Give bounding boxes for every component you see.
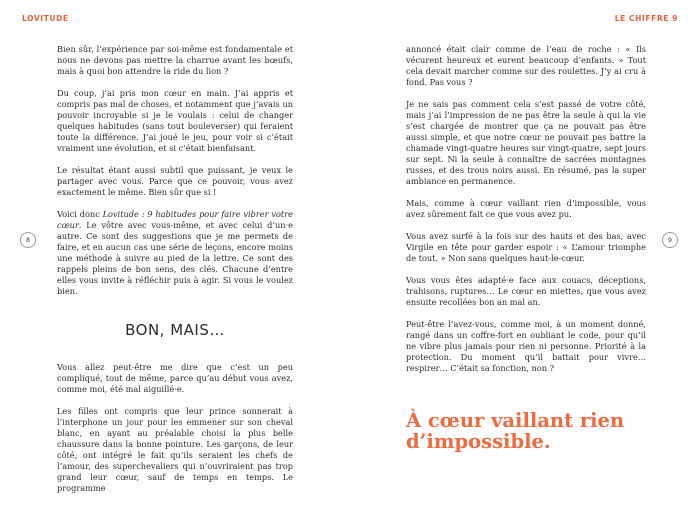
- paragraph-rest: . Le vôtre avec vous-même, et avec celui d’un·e autre. Ce sont des suggestions que je me permets de faire, et en aucun cas une série de leçons, encore moins une méthode à suivre au pied de la lettre. Ce sont des rappels pleins de bon sens, des clés. Chacune d’entre elles vous invite à réfléchir puis à agir. Si vous le voulez bien.: [57, 220, 293, 296]
- right-running-head: LE CHIFFRE 9: [614, 14, 678, 23]
- pull-quote: À cœur vaillant rien d’impossible.: [406, 409, 625, 453]
- paragraph-intro: Voici donc: [57, 209, 103, 219]
- right-page-text: [406, 44, 646, 452]
- paragraph: Les filles ont compris que leur prince sonnerait à l’interphone un jour pour les emmener sur son cheval blanc, en ayant au préalable choisi la plus belle chaussure dans la bonne pointure. Les garçons, de leur côté, ont intégré le fait qu’ils seraient les chefs de l’amour, des superchevaliers qui n’ouvriraient pas trop grand leur cœur, sauf de temps en temps. Le programme: [57, 406, 293, 493]
- section-heading: BON, MAIS…: [125, 321, 225, 339]
- book-title: Lovitude : 9 habitudes pour faire vibrer votre cœur: [57, 209, 293, 230]
- paragraph: Vous avez surfé à la fois sur des hauts et des bas, avec Virgile en tête pour garder espoir : « L’amour triomphe de tout. » Non sans quelques haut-le-cœur.: [406, 231, 646, 263]
- right-page-number: 9: [662, 232, 678, 248]
- paragraph: annoncé était clair comme de l’eau de roche : « Ils vécurent heureux et eurent beaucoup d’enfants. » Tout cela devait marcher comme sur des roulettes. J’y ai cru à fond. Pas vous ?: [406, 44, 646, 87]
- left-page-number: 8: [20, 232, 36, 248]
- paragraph: Je ne sais pas comment cela s’est passé de votre côté, mais j’ai l’impression de ne pas être la seule à qui la vie s’est chargée de montrer que ça ne pouvait pas être aussi simple, et que notre cœur ne pouvait pas battre la chamade vingt-quatre heures sur vingt-quatre, sept jours sur sept. Ni la seule à connaître de sacrées montagnes russes, et des trous noirs aussi. En résumé, pas la super ambiance en permanence.: [406, 99, 646, 186]
- paragraph: Vous allez peut-être me dire que c’est un peu compliqué, tout de même, parce qu’au début vous avez, comme moi, été mal aiguillé·e.: [57, 362, 293, 394]
- paragraph: Le résultat étant aussi subtil que puissant, je veux le partager avec vous. Parce que ce pouvoir, vous avez exactement le même. Bien sûr que si !: [57, 165, 293, 197]
- paragraph: [57, 209, 293, 297]
- paragraph: Mais, comme à cœur vaillant rien d’impossible, vous avez sûrement fait ce que vous avez pu.: [406, 198, 646, 219]
- left-running-head: LOVITUDE: [22, 14, 69, 23]
- paragraph: Vous vous êtes adapté·e face aux couacs, déceptions, trahisons, ruptures… Le cœur en miettes, que vous avez ensuite recollées bon an mal an.: [406, 275, 646, 307]
- paragraph: Bien sûr, l’expérience par soi-même est fondamentale et nous ne devons pas mettre la charrue avant les bœufs, mais à quoi bon attendre la ride du lion ?: [57, 44, 293, 76]
- paragraph: Du coup, j’ai pris mon cœur en main. J’ai appris et compris pas mal de choses, et notamment que j’avais un pouvoir incroyable si je le voulais : celui de changer quelques habitudes (sans tout bouleverser) qui feraient toute la différence. J’ai joué le jeu, pour voir si c’était vraiment une évolution, et si c’était bienfaisant.: [57, 88, 293, 153]
- paragraph: Peut-être l’avez-vous, comme moi, à un moment donné, rangé dans un coffre-fort en oubliant le code, pour qu’il ne vibre plus jamais pour rien ni personne. Priorité à la protection. Du moment qu’il battait pour vivre… respirer… C’était sa fonction, non ?: [406, 319, 646, 373]
- left-page-text: [57, 44, 293, 505]
